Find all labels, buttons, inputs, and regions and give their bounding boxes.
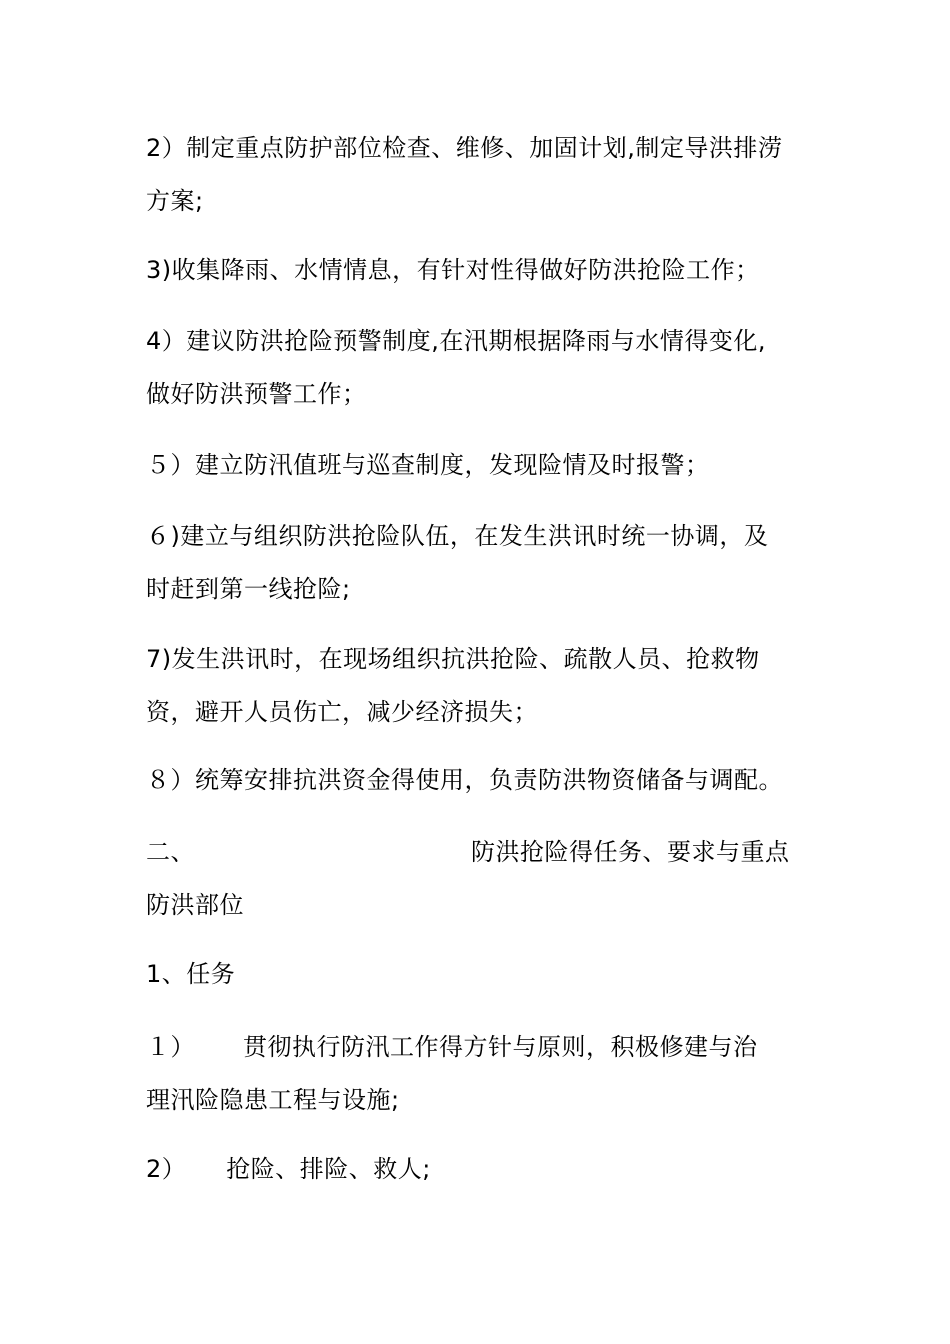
paragraph-line: 7)发生洪讯时，在现场组织抗洪抢险、疏散人员、抢救物	[146, 645, 760, 673]
paragraph-item-7	[146, 633, 816, 739]
task-line	[146, 1021, 816, 1074]
paragraph-line: 4）建议防洪抢险预警制度,在汛期根据降雨与水情得变化,	[146, 327, 767, 355]
paragraph-line: ５）建立防汛值班与巡查制度，发现险情及时报警；	[146, 451, 710, 479]
paragraph-item-5	[146, 439, 816, 492]
task-text: 贯彻执行防汛工作得方针与原则，积极修建与治	[243, 1033, 758, 1061]
paragraph-line: 2）制定重点防护部位检查、维修、加固计划,制定导洪排涝	[146, 134, 783, 162]
paragraph-line: 3)收集降雨、水情情息，有针对性得做好防洪抢险工作；	[146, 256, 760, 284]
task-item-2	[146, 1143, 816, 1196]
section-number: 二、	[146, 838, 195, 866]
task-item-1	[146, 1021, 816, 1127]
task-text: 抢险、排险、救人;	[226, 1155, 431, 1183]
paragraph-item-8	[146, 754, 816, 807]
task-line	[146, 1143, 816, 1196]
task-number: 2）	[146, 1155, 187, 1183]
task-text-continued: 理汛险隐患工程与设施;	[146, 1086, 400, 1114]
paragraph-line: 时赶到第一线抢险;	[146, 575, 351, 603]
section-heading-two	[146, 826, 816, 932]
paragraph-item-3	[146, 244, 816, 297]
paragraph-line: 方案;	[146, 187, 204, 215]
subsection-heading-tasks	[146, 948, 816, 1001]
task-number: １）	[146, 1033, 195, 1061]
section-title-continued: 防洪部位	[146, 891, 244, 919]
paragraph-item-4	[146, 315, 816, 421]
subsection-heading: 1、任务	[146, 960, 236, 988]
section-title: 防洪抢险得任务、要求与重点	[471, 838, 790, 866]
paragraph-line: ６)建立与组织防洪抢险队伍，在发生洪讯时统一协调，及	[146, 522, 769, 550]
paragraph-line: 资，避开人员伤亡，减少经济损失；	[146, 698, 538, 726]
paragraph-item-6	[146, 510, 816, 616]
paragraph-line: 做好防洪预警工作；	[146, 380, 367, 408]
paragraph-line: ８）统筹安排抗洪资金得使用，负责防洪物资储备与调配。	[146, 766, 783, 794]
paragraph-item-2	[146, 122, 816, 228]
section-heading-line	[146, 826, 816, 879]
